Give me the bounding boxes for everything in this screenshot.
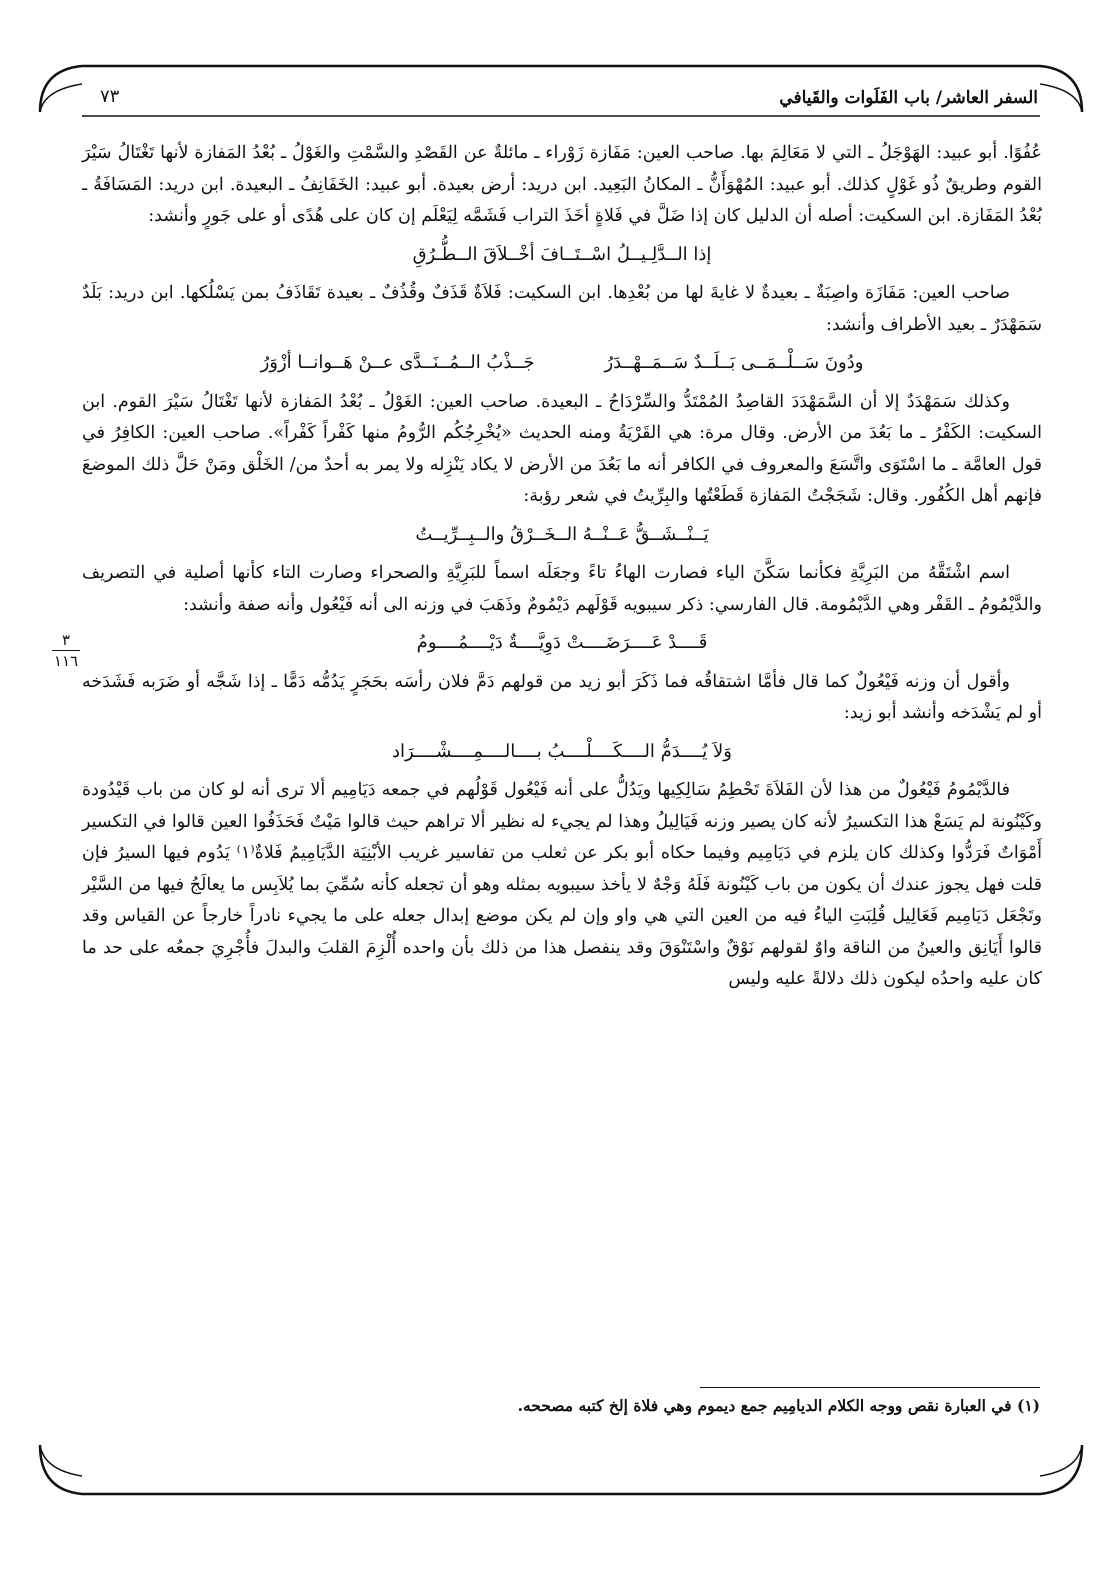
footnote: (١) في العبارة نقص ووجه الكلام الديامِيم جمع ديموم وهي فلاة إلخ كتبه مصححه. (517, 1396, 1040, 1415)
paragraph-5: وأقول أن وزنه فَيْعُولٌ كما قال فأمَّا اشتقاقُه فما ذَكَرَ أبو زيد من قولهم دَمَّ فلان رأسَه بحَجَرٍ يَدُمُّه دَمًّا ـ إذا شَجَّه أو ضَرَبه فَشَدَخه أو لم يَشْدَخه وأنشد أبو زيد: (82, 671, 1042, 723)
page-number: ٧٣ (100, 86, 120, 107)
paragraph-4: اسم اشْتَقَّهُ من البَرِيَّةِ فكأنما سَكَّنَ الياء فصارت الهاءُ تاءً وجعَلَه اسماً للبَرِيَّةِ والصحراء وصارت التاء كأنها أصلية في التصريف والدَّيْمُومُ ـ القَفْر وهي الدَّيْمُومة. قال الفارسي: ذكر سيبويه قَوْلَهم دَيْمُومٌ وذَهَبَ في وزنه الى أنه فَيْعُول وأنه صفة وأنشد: (82, 563, 1042, 615)
margin-note-bottom: ١١٦ (53, 652, 79, 670)
verse-3: يَــنْــشَــقُّ عَــنْــهُ الــخَــرْقُ والــبِــرِّيــتُ (415, 523, 709, 545)
verse-2-second-hemistich: جَــذْبُ الــمُــنَــدَّى عــنْ هَــوانــا أزْوَرُ (260, 352, 535, 373)
verse-1: إذا الــدَّلِـيــلُ اسْــتَــافَ أخْــلاَقَ الــطُّـرُقِ (412, 243, 712, 265)
verse-4: قَــــدْ عَــــرَضَــــتْ دَوِيَّــــةٌ دَيْــــمُــــومُ (416, 632, 708, 653)
paragraph-2: صاحب العين: مَفَازَة واصِبَةٌ ـ بعيدةٌ لا غايةَ لها من بُعْدِها. ابن السكيت: فَلاَةٌ قَذَفٌ وقُذُفٌ ـ بعيدة تَقَاذَفُ بمن يَسْلُكها. ابن دريد: بَلَدٌ سَمَهْدَرٌ ـ بعيد الأطراف وأنشد: (82, 283, 1042, 335)
verse-5: وَلاَ يُــــدَمُّ الــــكَــــلْــــبُ بــــالــــمِــــشْــــرَاد (392, 740, 732, 762)
paragraph-3: وكذلك سَمَهْدَدٌ إلا أن السَّمَهْدَدَ القاصِدُ المُمْتَدُّ والسِّرْدَاحُ ـ البعيدة. صاحب العين: الغَوْلُ ـ بُعْدُ المَفازة لأنها تَغْتَالُ سَيْرَ القوم. ابن السكيت: الكَفْرُ ـ ما بَعُدَ من الأرض. وقال مرة: هي القَرْيَةُ ومنه الحديث «يُخْرِجُكُم الرُّومُ منها كَفْراً كَفْراً». صاحب العين: الكافِرُ في قول العامَّة ـ ما اسْتَوَى واتَّسَعَ والمعروف في الكافر أنه ما بَعُدَ من الأرض لا يكاد يَنْزِله ولا يمر به أحدٌ من/ الخَلْق ومَنْ حَلَّ ذلك الموضعَ فإنهم أهل الكُفُور. وقال: شَجَجْتُ المَفازة قَطَعْتُها والبِرِّيتُ في شعر رؤبة: (82, 391, 1042, 506)
margin-folio-note (46, 632, 86, 669)
running-head: السفر العاشر/ باب الفَلَوات والقَيافي (779, 88, 1038, 108)
margin-note-divider (52, 650, 80, 651)
verse-2-first-hemistich: ودُونَ سَــلْــمَــى بَــلَــدٌ سَــمَــهْــدَرُ (604, 352, 864, 373)
page-header (92, 84, 1042, 110)
footnote-rule (700, 1387, 1040, 1388)
paragraph-1: عُفُوًا. أبو عبيد: الهَوْجَلُ ـ التي لا مَعَالِمَ بها. صاحب العين: مَفَازة زَوْراء ـ مائلةٌ عن القَصْدِ والسَّمْتِ والغَوْلُ ـ بُعْدُ المَفازة لأنها تَغْتَالُ سَيْرَ القوم وطريقٌ ذُو غَوْلٍ كذلك. أبو عبيد: المُهْوَأَنُّ ـ المكانُ البَعِيد. ابن دريد: أرض بعيدة. أبو عبيد: الخَفَانِفُ ـ البعيدة. ابن دريد: المَسَافَةُ ـ بُعْدُ المَفَازة. ابن السكيت: أصله أن الدليل كان إذا ضَلَّ في فَلاةٍ أخَذَ التراب فَشَمَّه لِيَعْلَم إن كان على هُدًى أو على جَورٍ وأنشد: (82, 143, 1042, 226)
body-text (82, 138, 1042, 996)
paragraph-6: فالدَّيْمُومُ فَيْعُولٌ من هذا لأن الفَلاَةَ تَحْطِمُ سَالِكِيها ويَدُلُّ على أنه فَيْعُول قَوْلُهم في جمعه دَيَامِيم ألا ترى أنه لو كان من باب قَيْدُودة وكَيْنُونة لم يَسَعْ هذا التكسيرُ لأنه كان يصير وزنه فَيَالِيلُ وهذا لم يجيء له نظير ألا تراهم حيث قالوا مَيْتٌ فَحَذَفُوا العين قالوا في التكسير أَمْوَاتٌ فَرَدُّوا وكذلك كان يلزم في دَيَامِيم وفيما حكاه أبو بكر عن ثعلب من تفاسير غريب الأبْنِيَة الدَّيَامِيمُ فَلاةٌ⁽١⁾ يَدُوم فيها السيرُ فإن قلت فهل يجوز عندك أن يكون من باب كَيْنُونة فَلَهُ وَجْهٌ لا يأخذ سيبويه بمثله وهو أن تجعله كأنه سُمِّيَ بما يُلاَبِس ما يعالَجُ فيها من السَّيْر وتَجْعَل دَيَامِيم فَعَالِيل قُلِبَتِ الياءُ فيه من العين التي هي واو وإن لم يكن موضع إبدال جعله على ما يجيء نادراً خارجاً عن القياس وقد قالوا أَيَانِق والعينُ من الناقة واوٌ لقولهم نَوْقٌ واسْتَنْوَقَ وقد ينفصل هذا من ذلك بأن واحده أُلْزِمَ القلبَ والبدلَ فأُجْرِيَ جمعُه على حد ما كان عليه واحدُه ليكون ذلك دلالةً عليه وليس (82, 780, 1042, 989)
margin-note-top: ٣ (61, 631, 71, 649)
verse-2 (82, 347, 1042, 379)
